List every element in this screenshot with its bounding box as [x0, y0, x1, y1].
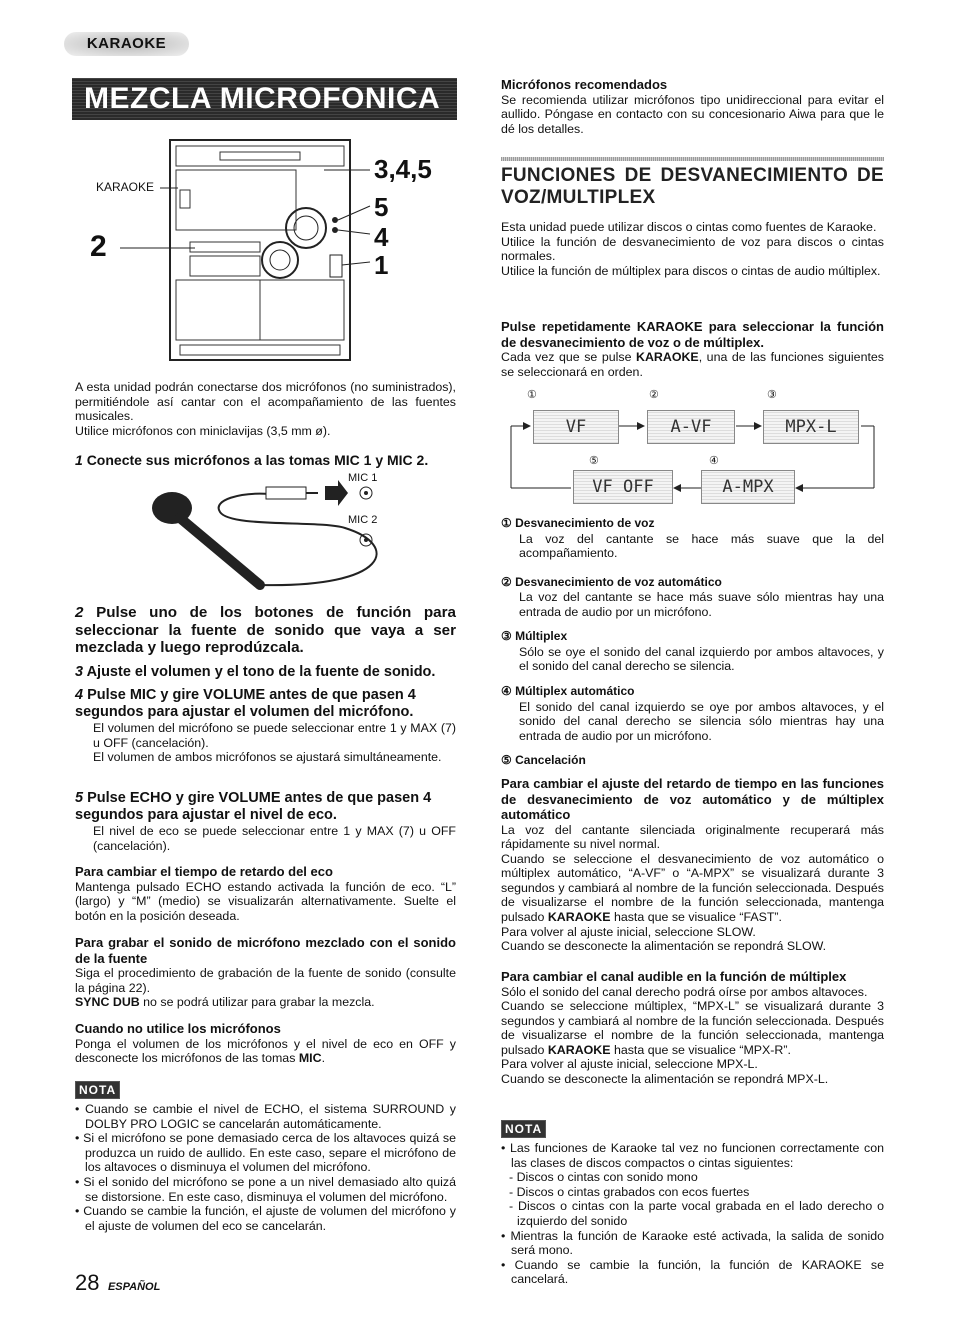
intro-text: [75, 380, 456, 438]
section-body-text: Cada vez que se pulse: [501, 350, 637, 364]
nota-subitem: - Discos o cintas con sonido mono: [509, 1170, 698, 1185]
nota-item-text: Mientras la función de Karaoke esté activada, la salida de sonido será mono.: [510, 1228, 885, 1258]
mode-item: [501, 516, 884, 561]
step-body: El volumen del micrófono se puede seleccionar entre 1 y MAX (7) u OFF (cancelación).: [93, 721, 456, 750]
cycle-arrows: [501, 388, 884, 513]
cycle-num-5: ⑤: [589, 455, 599, 467]
mode-description: La voz del cantante se hace más suave sólo mientras hay una entrada de audio por un micrófono.: [519, 590, 884, 619]
step-text: Pulse MIC y gire VOLUME antes de que pasen 4 segundos para ajustar el volumen del micrófono.: [75, 687, 416, 720]
section-body: Siga el procedimiento de grabación de la fuente de sonido (consulte la página 22).: [75, 966, 456, 995]
nota-subitem-text: Discos o cintas con la parte vocal grabada en el lado derecho o izquierdo del sonido: [517, 1199, 884, 1228]
section-body: Cuando se desconecte la alimentación se repondrá MPX-L.: [501, 1072, 829, 1087]
page-title: MEZCLA MICROFONICA: [72, 78, 457, 120]
section-body-text: hasta que se visualice “FAST”.: [610, 910, 782, 925]
mode-item: [501, 684, 884, 743]
section-heading: Para cambiar el ajuste del retardo de tiempo en las funciones de desvanecimiento de voz automático y de múltiplex automático: [501, 776, 884, 822]
mode-number: ⑤: [501, 753, 512, 768]
section-body: [501, 999, 884, 1057]
section-body-text: , una de las funciones siguientes se seleccionará en orden.: [501, 350, 884, 379]
step-body: El nivel de eco se puede seleccionar entre 1 y MAX (7) u OFF (cancelación).: [93, 824, 456, 853]
callout-4: 4: [374, 222, 389, 252]
function-cycle-diagram: [501, 388, 884, 513]
delay-change-section: [501, 776, 884, 954]
mode-number: ②: [501, 574, 512, 589]
mode-item: [501, 575, 884, 620]
nota-item-text: Si el sonido del micrófono se pone a un nivel demasiado alto quizá se distorsione. En este caso, disminuya el volumen del micrófono.: [83, 1174, 457, 1204]
nota-right-list: [501, 1141, 884, 1287]
callout-2: 2: [90, 230, 107, 263]
nota-item: • Mientras la función de Karaoke esté activada, la salida de sonido será mono.: [501, 1228, 885, 1258]
functions-intro: [501, 220, 884, 278]
callout-5: 5: [374, 192, 389, 222]
intro-paragraph: Utilice micrófonos con miniclavijas (3,5 mm ø).: [75, 423, 331, 438]
cycle-num-4: ④: [709, 455, 719, 467]
stereo-diagram: [80, 130, 460, 370]
step-body: El volumen de ambos micrófonos se ajustará simultáneamente.: [93, 750, 442, 765]
nota-item: • Si el sonido del micrófono se pone a un nivel demasiado alto quizá se distorsione. En este caso, disminuya el volumen del micrófono.: [75, 1174, 457, 1204]
divider-bar: [501, 157, 884, 161]
step-2: [75, 604, 456, 657]
callout-1: 1: [374, 250, 389, 280]
nota-subitem: - Discos o cintas con la parte vocal grabada en el lado derecho o izquierdo del sonido: [509, 1199, 884, 1228]
nota-item-text: Cuando se cambie el nivel de ECHO, el sistema SURROUND y DOLBY PRO LOGIC se cancelarán automáticamente.: [84, 1102, 457, 1131]
mode-number: ④: [501, 684, 512, 699]
section-body-text: Cuando se seleccione múltiplex, “MPX-L” se visualizará durante 3 segundos y cambiará al nombre de la función seleccionada. Después de visualizarse el nombre de la función seleccionada, mantenga pulsado: [501, 999, 884, 1057]
section-body: La voz del cantante silenciada originalmente recuperará más rápidamente su nivel normal.: [501, 822, 884, 852]
section-body-text: Ponga el volumen de los micrófonos y el nivel de eco en OFF y desconecte los micrófonos de las tomas: [75, 1036, 456, 1066]
nota-badge: NOTA: [75, 1081, 120, 1099]
section-body: [75, 1037, 456, 1066]
page-footer: [75, 1270, 160, 1296]
section-heading: Para cambiar el tiempo de retardo del eco: [75, 864, 333, 879]
section-body-text: no se podrá utilizar para grabar la mezcla.: [139, 995, 375, 1010]
section-heading: Para cambiar el canal audible en la función de múltiplex: [501, 969, 847, 984]
channel-change-section: [501, 969, 884, 1087]
mode-name: Múltiplex: [515, 629, 568, 644]
intro-paragraph: Utilice la función de desvanecimiento de voz para discos o cintas normales.: [501, 234, 884, 264]
nota-badge: NOTA: [501, 1120, 546, 1138]
section-heading: Para grabar el sonido de micrófono mezclado con el sonido de la fuente: [75, 935, 456, 966]
section-heading: Pulse repetidamente KARAOKE para seleccionar la función de desvanecimiento de voz o de múltiplex.: [501, 319, 884, 350]
section-body: Cuando se desconecte la alimentación se repondrá SLOW.: [501, 939, 827, 954]
step-text: Pulse uno de los botones de función para seleccionar la fuente de sonido que vaya a ser mezclada y luego reprodúzcala.: [75, 604, 456, 656]
nota-left-list: [75, 1102, 456, 1233]
karaoke-callout-label: KARAOKE: [96, 180, 155, 194]
mode-name: Desvanecimiento de voz: [515, 516, 655, 530]
cycle-num-3: ③: [767, 389, 777, 401]
language-label: ESPAÑOL: [107, 1281, 161, 1293]
nota-item-text: Cuando se cambie la función, la función de KARAOKE se cancelará.: [511, 1257, 884, 1287]
callout-345: 3,4,5: [374, 154, 432, 184]
mic-term: MIC: [298, 1051, 322, 1066]
intro-paragraph: A esta unidad podrán conectarse dos micrófonos (no suministrados), permitiéndole así cantar con el acompañamiento de las fuentes musicales.: [75, 380, 456, 424]
step-number: 2: [75, 604, 84, 621]
step-number: 4: [75, 687, 84, 703]
display-vf: VF: [533, 410, 619, 444]
section-body-text: hasta que se visualice “MPX-R”.: [610, 1042, 791, 1057]
nota-item: • Cuando se cambie la función, el ajuste de volumen del micrófono y el ajuste de volumen del eco se cancelarán.: [75, 1204, 456, 1233]
mode-number: ③: [501, 629, 512, 644]
nota-item: • Cuando se cambie la función, la función de KARAOKE se cancelará.: [501, 1257, 884, 1287]
section-body: Sólo el sonido del canal derecho podrá oírse por ambos altavoces.: [501, 984, 868, 999]
microphone-illustration: [150, 470, 410, 595]
nota-item: • Cuando se cambie el nivel de ECHO, el sistema SURROUND y DOLBY PRO LOGIC se cancelarán automáticamente.: [75, 1102, 457, 1131]
step-number: 5: [75, 790, 84, 806]
karaoke-term: KARAOKE: [547, 910, 611, 925]
nota-subitem: - Discos o cintas grabados con ecos fuertes: [509, 1184, 750, 1199]
section-body: Para volver al ajuste inicial, seleccione SLOW.: [501, 924, 756, 939]
microphone-diagram: [150, 470, 410, 595]
recommended-section: [501, 77, 884, 136]
mode-name: Desvanecimiento de voz automático: [515, 574, 722, 589]
step-text: Pulse ECHO y gire VOLUME antes de que pasen 4 segundos para ajustar el nivel de eco.: [75, 790, 432, 823]
section-body-text: .: [321, 1051, 326, 1066]
step-number: 1: [75, 452, 83, 468]
modes-list: [501, 516, 884, 769]
step-5: [75, 790, 456, 853]
section-heading: Cuando no utilice los micrófonos: [75, 1021, 281, 1036]
echo-delay-section: [75, 864, 456, 923]
mode-description: La voz del cantante se hace más suave que la del acompañamiento.: [519, 531, 884, 561]
display-a-vf: A-VF: [647, 410, 735, 444]
nota-item: • Las funciones de Karaoke tal vez no funcionen correctamente con las clases de discos compactos o cintas siguientes:: [501, 1141, 885, 1170]
display-mpx-l: MPX-L: [763, 410, 859, 444]
step-1: [75, 452, 465, 468]
nota-subitem-text: Discos o cintas grabados con ecos fuertes: [516, 1184, 750, 1199]
cycle-num-2: ②: [649, 389, 659, 401]
mode-item: [501, 629, 884, 674]
mode-name: Múltiplex automático: [515, 684, 635, 699]
section-heading: Micrófonos recomendados: [501, 77, 668, 92]
intro-paragraph: Utilice la función de múltiplex para discos o cintas de audio múltiplex.: [501, 263, 881, 278]
step-text: Ajuste el volumen y el tono de la fuente de sonido.: [86, 664, 436, 680]
nota-item-text: Cuando se cambie la función, el ajuste de volumen del micrófono y el ajuste de volumen del eco se cancelarán.: [83, 1204, 456, 1233]
karaoke-term: KARAOKE: [636, 350, 699, 364]
cycle-num-1: ①: [527, 389, 537, 401]
section-body: Se recomienda utilizar micrófonos tipo unidireccional para evitar el aullido. Póngase en contacto con su concesionario Aiwa para que le dé los detalles.: [501, 92, 884, 136]
mode-item: [501, 753, 884, 769]
mic1-label: MIC 1: [348, 472, 378, 484]
section-body: Mantenga pulsado ECHO estando activada la función de eco. “L” (largo) y “M” (medio) se visualizarán alternativamente. Suelte el botón en la posición deseada.: [75, 879, 456, 923]
section-body: Para volver al ajuste inicial, seleccione MPX-L.: [501, 1057, 758, 1072]
step-3: [75, 664, 465, 682]
section-body-text: Cuando se seleccione el desvanecimiento de voz automático o múltiplex automático, “A-VF” o “A-MPX” se visualizará durante 3 segundos y cambiará al nombre de la función seleccionada. Después de visualizarse el nombre de la función seleccionada, mantenga pulsado: [501, 851, 884, 925]
nota-subitem-text: Discos o cintas con sonido mono: [516, 1170, 698, 1185]
page-number: 28: [75, 1270, 100, 1295]
sync-dub-term: SYNC DUB: [75, 995, 140, 1010]
nota-item-text: Si el micrófono se pone demasiado cerca de los altavoces quizá se produzca un ruido de aullido. En este caso, separe el micrófono de los altavoces o disminuya el volumen del micrófono.: [83, 1131, 456, 1175]
display-vf-off: VF OFF: [573, 470, 673, 504]
section-tab: KARAOKE: [64, 32, 189, 56]
functions-heading: FUNCIONES DE DESVANECIMIENTO DE VOZ/MULTIPLEX: [501, 165, 884, 208]
karaoke-term: KARAOKE: [547, 1042, 611, 1057]
record-section: [75, 935, 456, 1010]
mic2-label: MIC 2: [348, 514, 378, 526]
mode-description: El sonido del canal izquierdo se oye por ambos altavoces, y el sonido del canal derecho se silencia sólo mientras hay una entrada de audio por un micrófono.: [519, 699, 884, 743]
section-body: [501, 350, 884, 379]
mode-number: ①: [501, 516, 512, 530]
display-a-mpx: A-MPX: [701, 470, 795, 504]
nota-item-text: Las funciones de Karaoke tal vez no funcionen correctamente con las clases de discos compactos o cintas siguientes:: [510, 1141, 885, 1170]
step-number: 3: [75, 664, 84, 680]
step-4: [75, 687, 456, 765]
intro-paragraph: Esta unidad puede utilizar discos o cintas como fuentes de Karaoke.: [501, 220, 877, 234]
section-body: [75, 995, 456, 1010]
mode-name: Cancelación: [515, 753, 586, 768]
step-text: Conecte sus micrófonos a las tomas MIC 1 y MIC 2.: [86, 452, 429, 468]
section-body: [501, 852, 884, 925]
press-karaoke-section: [501, 319, 884, 379]
nota-item: • Si el micrófono se pone demasiado cerca de los altavoces quizá se produzca un ruido de aullido. En este caso, separe el micrófono de los altavoces o disminuya el volumen del micrófono.: [75, 1131, 456, 1175]
no-mic-section: [75, 1021, 456, 1066]
mode-description: Sólo se oye el sonido del canal izquierdo por ambos altavoces, y el sonido del canal derecho se silencia.: [519, 644, 884, 674]
